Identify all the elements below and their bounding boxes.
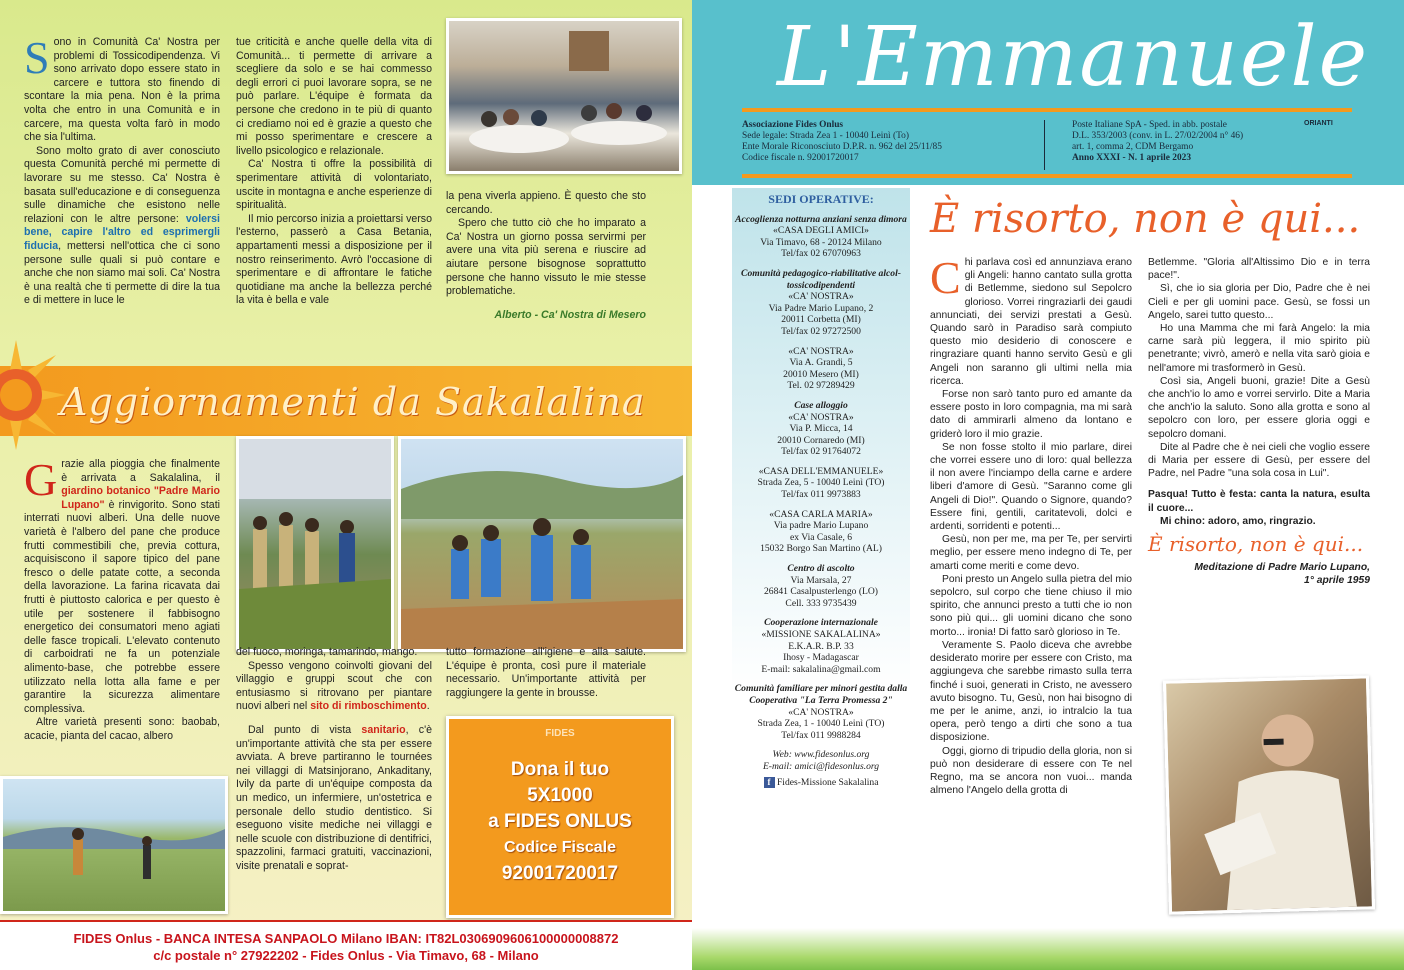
article-subtitle: È risorto, non è qui... xyxy=(1148,532,1364,557)
sede-line: 20011 Corbetta (MI) xyxy=(781,314,861,326)
paragraph: la pena viverla appieno. È questo che sto cercando. xyxy=(446,190,646,216)
grass-decoration xyxy=(692,928,1404,970)
sede-line: Cell. 333 9735439 xyxy=(785,597,857,609)
paragraph: hi parlava così ed annunziava erano gli Angeli: hanno cantato sulla grotta di Betlemme, siedono sul Sepolcro glorioso. Vorrei ringraziarli dei gaudi annunciati, dei servizi prestati a Gesù. Quando sarò in Paradiso sarà compiuto questo mio desiderio di conoscere e ringraziare quanti hanno servito Gesù e gli Angeli non saranno gli ultimi nella mia ricerca. xyxy=(930,257,1132,387)
fides-logo: FIDES xyxy=(545,728,575,739)
article-title: È risorto, non è qui... xyxy=(930,196,1361,242)
email-link[interactable]: E-mail: amici@fidesonlus.org xyxy=(762,760,880,772)
paragraph: Dite al Padre che è nei cieli che voglio essere di Maria per essere di Gesù, per essere del Padre, nel Padre "una sola cosa in Lui". xyxy=(1148,441,1370,480)
article-column-2 xyxy=(1148,256,1370,588)
highlight-text: sanitario xyxy=(361,723,406,736)
divider xyxy=(742,174,1352,178)
sede-line: Tel/fax 02 67070963 xyxy=(781,248,861,260)
sede-line: 26841 Casalpusterlengo (LO) xyxy=(763,586,879,598)
paragraph: Il mio percorso inizia a proiettarsi verso l'esterno, passerò a Casa Betania, appartamenti messi a disposizione per il nostro reinserimento. Avrò l'occasione di sperimentare e di affrontare le fatiche quotidiane ma anche la bellezza perché la vita è bella e vale xyxy=(236,212,432,307)
sede-line: Tel/fax 011 9973883 xyxy=(781,489,861,501)
sede-entry xyxy=(732,509,910,555)
dining-hall-illustration xyxy=(449,21,679,171)
web-link[interactable]: Web: www.fidesonlus.org xyxy=(772,749,870,761)
facebook-link[interactable]: f Fides-Missione Sakalalina xyxy=(732,777,910,789)
paragraph: Sono molto grato di aver conosciuto questa Comunità perché mi permette di lavorare su me stesso. Ca' Nostra è basata sull'educazione e di conseguenza sulle dinamiche che esistono nelle relazioni con le altre persone: volersi bene, capire l'altro ed esprimergli fiducia, mettersi nell'ottica che ci sono persone sulle quali si può contare e anche che non siamo mai soli. Ca' Nostra è una realtà che ti permette di dire la tua e di mettere in luce le xyxy=(24,144,220,307)
sedi-title: SEDI OPERATIVE: xyxy=(768,192,874,206)
paragraph: Sì, che io sia gloria per Dio, Padre che è nei Cieli e per gli uomini pace. Gesù, se fossi un Angelo, sarei tutto questo... xyxy=(1148,283,1370,321)
sede-heading: Accoglienza notturna anziani senza dimora xyxy=(735,213,907,225)
sede-line: Tel. 02 97289429 xyxy=(787,380,855,392)
sede-line: Via A. Grandi, 5 xyxy=(789,357,853,369)
divider xyxy=(1044,120,1045,170)
sede-entry xyxy=(732,683,910,741)
footer-line: FIDES Onlus - BANCA INTESA SANPAOLO Milano IBAN: IT82L0306909606100000008872 xyxy=(73,931,619,946)
sede-entry xyxy=(732,400,910,458)
paragraph: del fuoco, moringa, tamarindo, mango. xyxy=(236,646,418,658)
sun-icon xyxy=(0,340,66,450)
sede-line: ex Via Casale, 6 xyxy=(789,531,853,543)
sede-entry xyxy=(732,268,910,338)
masthead xyxy=(692,0,1404,185)
publisher-info: Associazione Fides Onlus Sede legale: Strada Zea 1 - 10040 Leinì (To) Ente Morale Riconosciuto D.P.R. n. 962 del 25/11/85 Codice fiscale n. 92001720017 xyxy=(742,120,942,163)
highlight-text: volersi bene, capire l'altro ed esprimergli fiducia xyxy=(24,212,220,252)
children-photo xyxy=(398,436,686,652)
sakalalina-column-1 xyxy=(24,454,220,743)
sede-line: «MISSIONE SAKALALINA» xyxy=(761,629,881,640)
footer-line: c/c postale n° 27922202 - Fides Onlus - Via Timavo, 68 - Milano xyxy=(153,948,539,963)
sede-line: E.K.A.R. B.P. 33 xyxy=(788,640,854,652)
sede-line: Strada Zea, 5 - 10040 Leinì (TO) xyxy=(757,477,885,489)
sede-line: Via Timavo, 68 - 20124 Milano xyxy=(760,236,882,248)
left-page xyxy=(0,0,692,970)
paragraph: ono in Comunità Ca' Nostra per problemi di Tossicodipendenza. Vi sono arrivato dopo essere stato in carcere e tuttora sto finendo di scontare la mia pena. Non è la prima volta che entro in una Comunità e in carcere, ma questa volta farò in modo che sia l'ultima. xyxy=(24,36,220,144)
paragraph: Spesso vengono coinvolti giovani del villaggio e gruppi scout che con entusiasmo si ritrovano per piantare nuovi alberi nel sito di rimboschimento. xyxy=(236,659,432,713)
savanna-photo xyxy=(0,776,228,914)
sede-line: «CASA CARLA MARIA» xyxy=(769,508,873,520)
sede-line: 20010 Mesero (MI) xyxy=(783,368,859,380)
sede-entry xyxy=(732,346,910,392)
sede-line: Tel/fax 02 97272500 xyxy=(781,325,861,337)
facebook-icon: f xyxy=(764,777,775,788)
sede-heading: Comunità pedagogico-riabilitative alcol-tossicodipendenti xyxy=(741,267,901,291)
children-illustration xyxy=(401,439,683,649)
newsletter-title: L'Emmanuele xyxy=(777,10,1370,105)
priest-photo xyxy=(1163,675,1375,914)
sede-heading: Comunità familiare per minori gestita dalla Cooperativa "La Terra Promessa 2" xyxy=(734,683,908,706)
paragraph: Altre varietà presenti sono: baobab, acacie, pianta del cacao, albero xyxy=(24,716,220,742)
paragraph: Mi chino: adoro, amo, ringrazio. xyxy=(1160,515,1316,527)
intro-column-3 xyxy=(446,190,646,322)
drop-cap: G xyxy=(24,454,58,505)
paragraph: Spero che tutto ciò che ho imparato a Ca' Nostra un giorno possa servirmi per avere una vita più serena e riuscire ad aiutare persone bisognose soprattutto persone che hanno vissuto le mie stesse problematiche. xyxy=(446,217,646,298)
priest-illustration xyxy=(1166,678,1372,911)
postal-info: Poste Italiane SpA - Sped. in abb. postale D.L. 353/2003 (conv. in L. 27/02/2004 n° 46) art. 1, comma 2, CDM Bergamo Anno XXXI - N. 1 aprile 2023 xyxy=(1072,120,1302,164)
sede-line: Via padre Mario Lupano xyxy=(773,520,869,532)
right-page xyxy=(692,0,1404,970)
paragraph: razie alla pioggia che finalmente è arrivata a Sakalalina, il giardino botanico "Padre Mario Lupano" è rinvigorito. Sono stati interrati nuovi alberi. Una delle nuove varietà è l'albero del pane che produce frutti commestibili che, previa cottura, acquisiscono il sapore tipico del pane fresco o delle patate cotte, a seconda della lavorazione. La farina ricavata dai frutti è piuttosto calorica e per questo è utile per sostenere il fabbisogno energetico dei consumatori meno agiati delle fasce tropicali. L'elevato contenuto di carboidrati ne fa un potenziale alimento-base, che potrebbe essere utilizzato nella lotta alla fame e per garantire la sicurezza alimentare complessiva. xyxy=(24,458,220,715)
paragraph: Oggi, giorno di tripudio della gloria, non si può non desiderare di essere con Te nel Regno, ma se ancora non vuoi... manda almeno l'Angelo della grotta di xyxy=(930,745,1132,797)
donate-line: a FIDES ONLUS xyxy=(488,811,632,832)
sede-entry xyxy=(732,563,910,609)
sede-line: «CA' NOSTRA» xyxy=(788,706,854,718)
sede-entry xyxy=(732,617,910,675)
sakalalina-column-2 xyxy=(236,646,432,874)
paragraph: Gesù, non per me, ma per Te, per servirti meglio, per essere meno indegno di Te, per amarti come meriti e come devo. xyxy=(930,534,1132,572)
issue-number: Anno XXXI - N. 1 aprile 2023 xyxy=(1072,153,1192,163)
sede-line: Via Padre Mario Lupano, 2 xyxy=(768,302,874,314)
article-column-1 xyxy=(930,252,1132,797)
sede-line: Via P. Micca, 14 xyxy=(789,423,853,435)
sede-heading: Cooperazione internazionale xyxy=(764,617,878,629)
paragraph: Così sia, Angeli buoni, grazie! Dite a Gesù che anch'io lo amo e vorrei servirlo. Dite a Maria che anch'io la saluto. Sono alla grotta e sono al sepolcro con loro, per essere gloria oggi e sepolcro domani. xyxy=(1148,375,1370,440)
divider xyxy=(742,108,1352,112)
sede-line: Via Marsala, 27 xyxy=(790,574,852,586)
sede-line: Tel/fax 02 91764072 xyxy=(781,446,861,458)
sede-line: Tel/fax 011 9988284 xyxy=(781,729,861,741)
donate-line: Dona il tuo xyxy=(510,759,610,780)
sede-entry xyxy=(732,214,910,260)
sede-line: 15032 Borgo San Martino (AL) xyxy=(760,543,882,555)
sede-heading: Case alloggio xyxy=(794,399,848,411)
drop-cap: S xyxy=(24,32,50,83)
section-title: Aggiornamenti da Sakalalina xyxy=(60,380,646,424)
meditation-date: 1° aprile 1959 xyxy=(1304,575,1370,587)
sede-line: «CASA DEGLI AMICI» xyxy=(773,225,869,237)
paragraph: Dal punto di vista sanitario, c'è un'importante attività che sta per essere avviata. A breve partiranno le tournées nei villaggi di Matsinjorano, Ankaditany, Ivily da parte di un'équipe composta da un medico, un infermiere, un'ostetrica e personale dello studio dentistico. Si eseguono visite mediche nei villaggi e nelle scuole con distribuzione di dentifrici, spazzolini, farmaci gratuiti, vaccinazioni, visite prenatali e soprat- xyxy=(236,723,432,872)
donate-line: 5X1000 xyxy=(527,785,593,806)
scouts-illustration xyxy=(239,439,391,649)
donate-box[interactable] xyxy=(446,716,674,918)
bank-footer xyxy=(0,920,692,970)
paragraph: Ho una Mamma che mi farà Angelo: la mia carne sarà più leggera, il mio spirito più penetrante; vivrò, amerò e nella vita sarò gioia e nell'amore mi trasformerò in Gesù. xyxy=(1148,323,1370,374)
meditation-credit: Meditazione di Padre Mario Lupano, xyxy=(1194,562,1370,574)
sede-entry xyxy=(732,466,910,501)
paragraph: Betlemme. "Gloria all'Altissimo Dio e in terra pace!". xyxy=(1148,257,1370,282)
intro-column-2 xyxy=(236,36,432,308)
sedi-sidebar xyxy=(732,188,910,908)
sedi-list xyxy=(732,214,910,742)
paragraph: tutto formazione all'igiene e alla salute. L'équipe è pronta, così pure il materiale necessario. Un'importante attività per raggiungere la gente in brousse. xyxy=(446,646,646,699)
paragraph: Se non fosse stolto il mio parlare, direi che vorrei essere uno di loro: qual bellezza il non avere l'inciampo della carne e ardere liberi d'amore di Gesù. "Saranno come gli Angeli di Dio!". Quando o Signore, quando? Essere fini, gentili, caritatevoli, dolci e ardenti, sorridenti e potenti... xyxy=(930,441,1132,533)
sede-line: E-mail: sakalalina@gmail.com xyxy=(761,663,881,675)
paragraph: tue criticità e anche quelle della vita di Comunità... ti permette di arrivare a scegliere da solo e se hai commesso degli errori ci puoi lavorare sopra, se ne può parlare. L'équipe è formata da persone che credono in te più di quanto ci crediamo noi ed è grazie a questo che mi posso sperimentare e crescere a livello psicologico e relazionale. xyxy=(236,36,432,157)
signature: Alberto - Ca' Nostra di Mesero xyxy=(494,308,646,321)
dining-hall-photo xyxy=(446,18,682,174)
donate-line: 92001720017 xyxy=(501,863,619,884)
sede-line: Ihosy - Madagascar xyxy=(783,652,859,664)
sede-heading: Centro di ascolto xyxy=(787,563,855,575)
sede-line: «CA' NOSTRA» xyxy=(788,291,854,303)
sede-line: Strada Zea, 1 - 10040 Leinì (TO) xyxy=(757,718,885,730)
sede-line: «CA' NOSTRA» xyxy=(788,411,854,423)
scouts-photo xyxy=(236,436,394,652)
paragraph: Poni presto un Angelo sulla pietra del mio sepolcro, sul corpo che tiene chiuso il mio spirito, che annunci presto a tutti che io non sono più qui... gli uomini dicano che sono morto... ironia! Di fatto sarò glorioso in Te. xyxy=(930,573,1132,638)
publisher-logo: ORIANTI xyxy=(1304,120,1333,127)
sede-line: 20010 Cornaredo (MI) xyxy=(777,434,865,446)
paragraph: Pasqua! Tutto è festa: canta la natura, esulta il cuore... xyxy=(1148,489,1370,514)
sede-line: «CASA DELL'EMMANUELE» xyxy=(758,465,884,477)
sede-line: «CA' NOSTRA» xyxy=(788,345,854,357)
savanna-illustration xyxy=(3,779,225,911)
paragraph: Veramente S. Paolo diceva che avrebbe desiderato morire per essere con Cristo, ma aggiungeva che sarebbe rimasto sulla terra finché i suoi, generati in Cristo, ne avessero avuto bisogno. Tu, Gesù, non hai bisogno di me per le anime, anzi, io intralcio la tua opera, però tengo a dirti che sono a tua disposizione. xyxy=(930,639,1132,744)
donate-line: Codice Fiscale xyxy=(503,839,617,856)
paragraph: Ca' Nostra ti offre la possibilità di sperimentare attività di volontariato, uscite in montagna e anche esperienze di spiritualità. xyxy=(236,158,432,212)
intro-column-1 xyxy=(24,32,220,308)
paragraph: Forse non sarò tanto puro ed amante da essere posto in loro compagnia, ma mi sarà dato di ammirarli almeno da lontano e griderò loro il mio grazie. xyxy=(930,389,1132,440)
sakalalina-column-3 xyxy=(446,646,646,700)
highlight-text: giardino botanico "Padre Mario Lupano" xyxy=(61,485,220,511)
highlight-text: sito di rimboschimento xyxy=(310,700,427,713)
drop-cap: C xyxy=(930,252,961,303)
